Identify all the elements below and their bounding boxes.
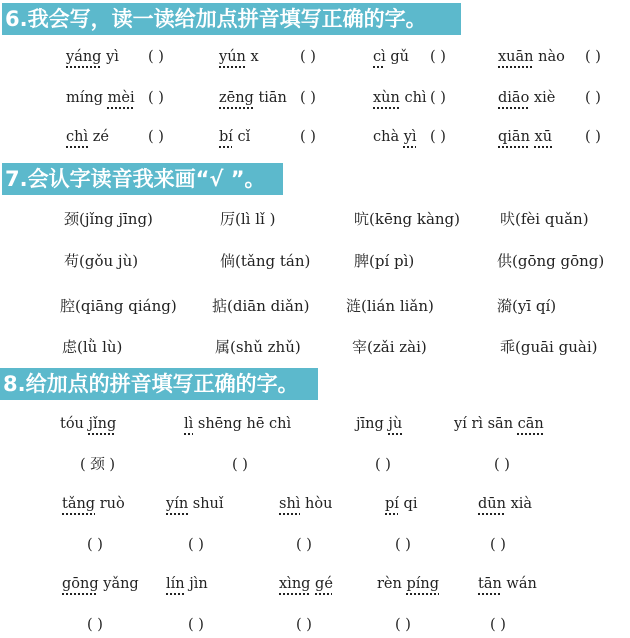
syllable: yì [101, 49, 119, 65]
dotted-syllable: mèi [107, 90, 135, 106]
choose-pronunciation-item[interactable]: 涟(lián liǎn) [346, 297, 434, 315]
dotted-syllable: jǐng [88, 416, 117, 432]
answer-blank[interactable]: ( ) [148, 90, 164, 106]
syllable: jìn [184, 576, 208, 592]
section-6-header: 6.我会写，读一读给加点拼音填写正确的字。 [2, 3, 461, 35]
choose-pronunciation-item[interactable]: 宰(zǎi zài) [352, 338, 427, 356]
syllable: yǎng [98, 576, 139, 592]
exercise-item [66, 127, 109, 147]
choose-pronunciation-item[interactable]: 供(gōng gōng) [497, 252, 605, 270]
choose-pronunciation-item[interactable]: 乖(guāi guài) [500, 338, 598, 356]
exercise-item [66, 47, 119, 67]
dotted-syllable: shì [279, 496, 301, 512]
syllable: cǐ [232, 129, 251, 145]
dotted-syllable: yì [403, 129, 417, 145]
choose-pronunciation-item[interactable]: 属(shǔ zhǔ) [215, 338, 301, 356]
answer-blank[interactable]: ( ) [296, 537, 312, 553]
dotted-syllable: gōng [62, 576, 99, 592]
answer-blank[interactable]: ( ) [300, 90, 316, 106]
dotted-syllable: píng [406, 576, 440, 592]
syllable: tiān [253, 90, 287, 106]
answer-blank[interactable]: ( ) [148, 49, 164, 65]
dotted-syllable: xuān [498, 49, 534, 65]
answer-blank[interactable]: ( ) [430, 129, 446, 145]
answer-blank[interactable]: ( 颈 ) [80, 457, 116, 473]
syllable: rèn [377, 576, 407, 592]
exercise-item [219, 88, 287, 108]
pinyin-word [498, 129, 552, 145]
choose-pronunciation-item[interactable]: 厉(lì lǐ ) [220, 210, 276, 228]
choose-pronunciation-item[interactable]: 脾(pí pì) [354, 252, 415, 270]
dotted-syllable: lín [166, 576, 185, 592]
answer-blank[interactable]: ( ) [430, 90, 446, 106]
answer-blank[interactable]: ( ) [490, 617, 506, 633]
pinyin-prompt [478, 574, 537, 594]
pinyin-word [498, 90, 555, 106]
answer-blank[interactable]: ( ) [494, 457, 510, 473]
answer-blank[interactable]: ( ) [430, 49, 446, 65]
dotted-syllable: dūn [478, 496, 506, 512]
syllable: qi [398, 496, 418, 512]
pinyin-word [478, 576, 537, 592]
pinyin-word [60, 416, 116, 432]
pinyin-word [478, 496, 532, 512]
dotted-syllable: qiān [498, 129, 530, 145]
choose-pronunciation-item[interactable]: 倘(tǎng tán) [220, 252, 311, 270]
pinyin-word [66, 90, 135, 106]
pinyin-prompt [166, 494, 224, 514]
pinyin-word [219, 90, 287, 106]
dotted-syllable: xùn [373, 90, 400, 106]
pinyin-word [166, 576, 208, 592]
pinyin-word [184, 416, 291, 432]
syllable: shēng hē chì [193, 416, 292, 432]
pinyin-word [62, 576, 139, 592]
exercise-item [66, 88, 135, 108]
syllable: yí rì sān [454, 416, 518, 432]
pinyin-word [66, 129, 109, 145]
syllable: míng [66, 90, 108, 106]
answer-blank[interactable]: ( ) [395, 537, 411, 553]
answer-blank[interactable]: ( ) [188, 537, 204, 553]
pinyin-prompt [62, 574, 139, 594]
choose-pronunciation-item[interactable]: 漪(yī qí) [497, 297, 557, 315]
pinyin-word [373, 90, 427, 106]
answer-blank[interactable]: ( ) [232, 457, 248, 473]
pinyin-prompt [385, 494, 417, 514]
pinyin-word [279, 496, 332, 512]
syllable: tóu [60, 416, 89, 432]
exercise-item [219, 127, 250, 147]
syllable: x [245, 49, 259, 65]
syllable: chà [373, 129, 404, 145]
section-8-header: 8.给加点的拼音填写正确的字。 [0, 368, 318, 400]
pinyin-word [166, 496, 224, 512]
pinyin-word [219, 129, 250, 145]
pinyin-word [373, 129, 417, 145]
dotted-syllable: pí [385, 496, 399, 512]
exercise-item [498, 127, 552, 147]
pinyin-word [385, 496, 417, 512]
pinyin-word [373, 49, 409, 65]
syllable: gǔ [385, 49, 409, 65]
pinyin-prompt [377, 574, 439, 594]
pinyin-prompt [60, 414, 116, 434]
answer-blank[interactable]: ( ) [87, 537, 103, 553]
pinyin-word [66, 49, 119, 65]
choose-pronunciation-item[interactable]: 吭(kēng kàng) [354, 210, 460, 228]
answer-blank[interactable]: ( ) [296, 617, 312, 633]
dotted-syllable: diāo [498, 90, 530, 106]
pinyin-word [498, 49, 565, 65]
dotted-syllable: chì [66, 129, 89, 145]
exercise-item [498, 88, 555, 108]
syllable: shuǐ [188, 496, 224, 512]
pinyin-prompt [478, 494, 532, 514]
answer-blank[interactable]: ( ) [585, 129, 601, 145]
choose-pronunciation-item[interactable]: 颈(jǐng jīng) [64, 210, 153, 228]
pinyin-prompt [279, 494, 332, 514]
dotted-syllable: bí [219, 129, 233, 145]
pinyin-word [356, 416, 402, 432]
dotted-syllable: yún [219, 49, 246, 65]
exercise-item [373, 127, 417, 147]
exercise-item [373, 47, 409, 67]
dotted-syllable: tǎng [62, 496, 96, 512]
pinyin-prompt [184, 414, 291, 434]
dotted-syllable: lì [184, 416, 194, 432]
dotted-syllable: gé [315, 576, 333, 592]
answer-blank[interactable]: ( ) [585, 49, 601, 65]
dotted-syllable: yáng [66, 49, 102, 65]
dotted-syllable: tān [478, 576, 502, 592]
syllable: xià [505, 496, 533, 512]
exercise-item [373, 88, 427, 108]
syllable: xiè [529, 90, 556, 106]
answer-blank[interactable]: ( ) [375, 457, 391, 473]
pinyin-prompt [62, 494, 125, 514]
exercise-item [498, 47, 565, 67]
answer-blank[interactable]: ( ) [585, 90, 601, 106]
dotted-syllable: xìng [279, 576, 311, 592]
answer-blank[interactable]: ( ) [490, 537, 506, 553]
syllable: ruò [95, 496, 125, 512]
answer-blank[interactable]: ( ) [188, 617, 204, 633]
syllable: zé [88, 129, 109, 145]
pinyin-word [377, 576, 439, 592]
dotted-syllable: zēng [219, 90, 254, 106]
dotted-syllable: jù [388, 416, 403, 432]
syllable: hòu [300, 496, 333, 512]
pinyin-prompt [279, 574, 333, 594]
choose-pronunciation-item[interactable]: 虑(lǜ lù) [62, 338, 123, 356]
pinyin-word [279, 576, 333, 592]
answer-blank[interactable]: ( ) [148, 129, 164, 145]
exercise-item [219, 47, 259, 67]
syllable: wán [501, 576, 537, 592]
dotted-syllable: xū [534, 129, 553, 145]
choose-pronunciation-item[interactable]: 苟(gǒu jù) [64, 252, 139, 270]
pinyin-word [62, 496, 125, 512]
section-7-header: 7.会认字读音我来画“√ ”。 [2, 163, 283, 195]
dotted-syllable: cān [517, 416, 544, 432]
choose-pronunciation-item[interactable]: 腔(qiāng qiáng) [60, 297, 177, 315]
dotted-syllable: cì [373, 49, 386, 65]
syllable: jīng [356, 416, 389, 432]
answer-blank[interactable]: ( ) [300, 49, 316, 65]
answer-blank[interactable]: ( ) [300, 129, 316, 145]
pinyin-prompt [356, 414, 402, 434]
answer-blank[interactable]: ( ) [395, 617, 411, 633]
answer-blank[interactable]: ( ) [87, 617, 103, 633]
choose-pronunciation-item[interactable]: 掂(diān diǎn) [212, 297, 310, 315]
syllable: chì [399, 90, 427, 106]
pinyin-word [219, 49, 259, 65]
pinyin-prompt [166, 574, 208, 594]
dotted-syllable: yín [166, 496, 189, 512]
pinyin-word [454, 416, 544, 432]
pinyin-prompt [454, 414, 544, 434]
syllable: nào [533, 49, 565, 65]
choose-pronunciation-item[interactable]: 吠(fèi quǎn) [500, 210, 589, 228]
